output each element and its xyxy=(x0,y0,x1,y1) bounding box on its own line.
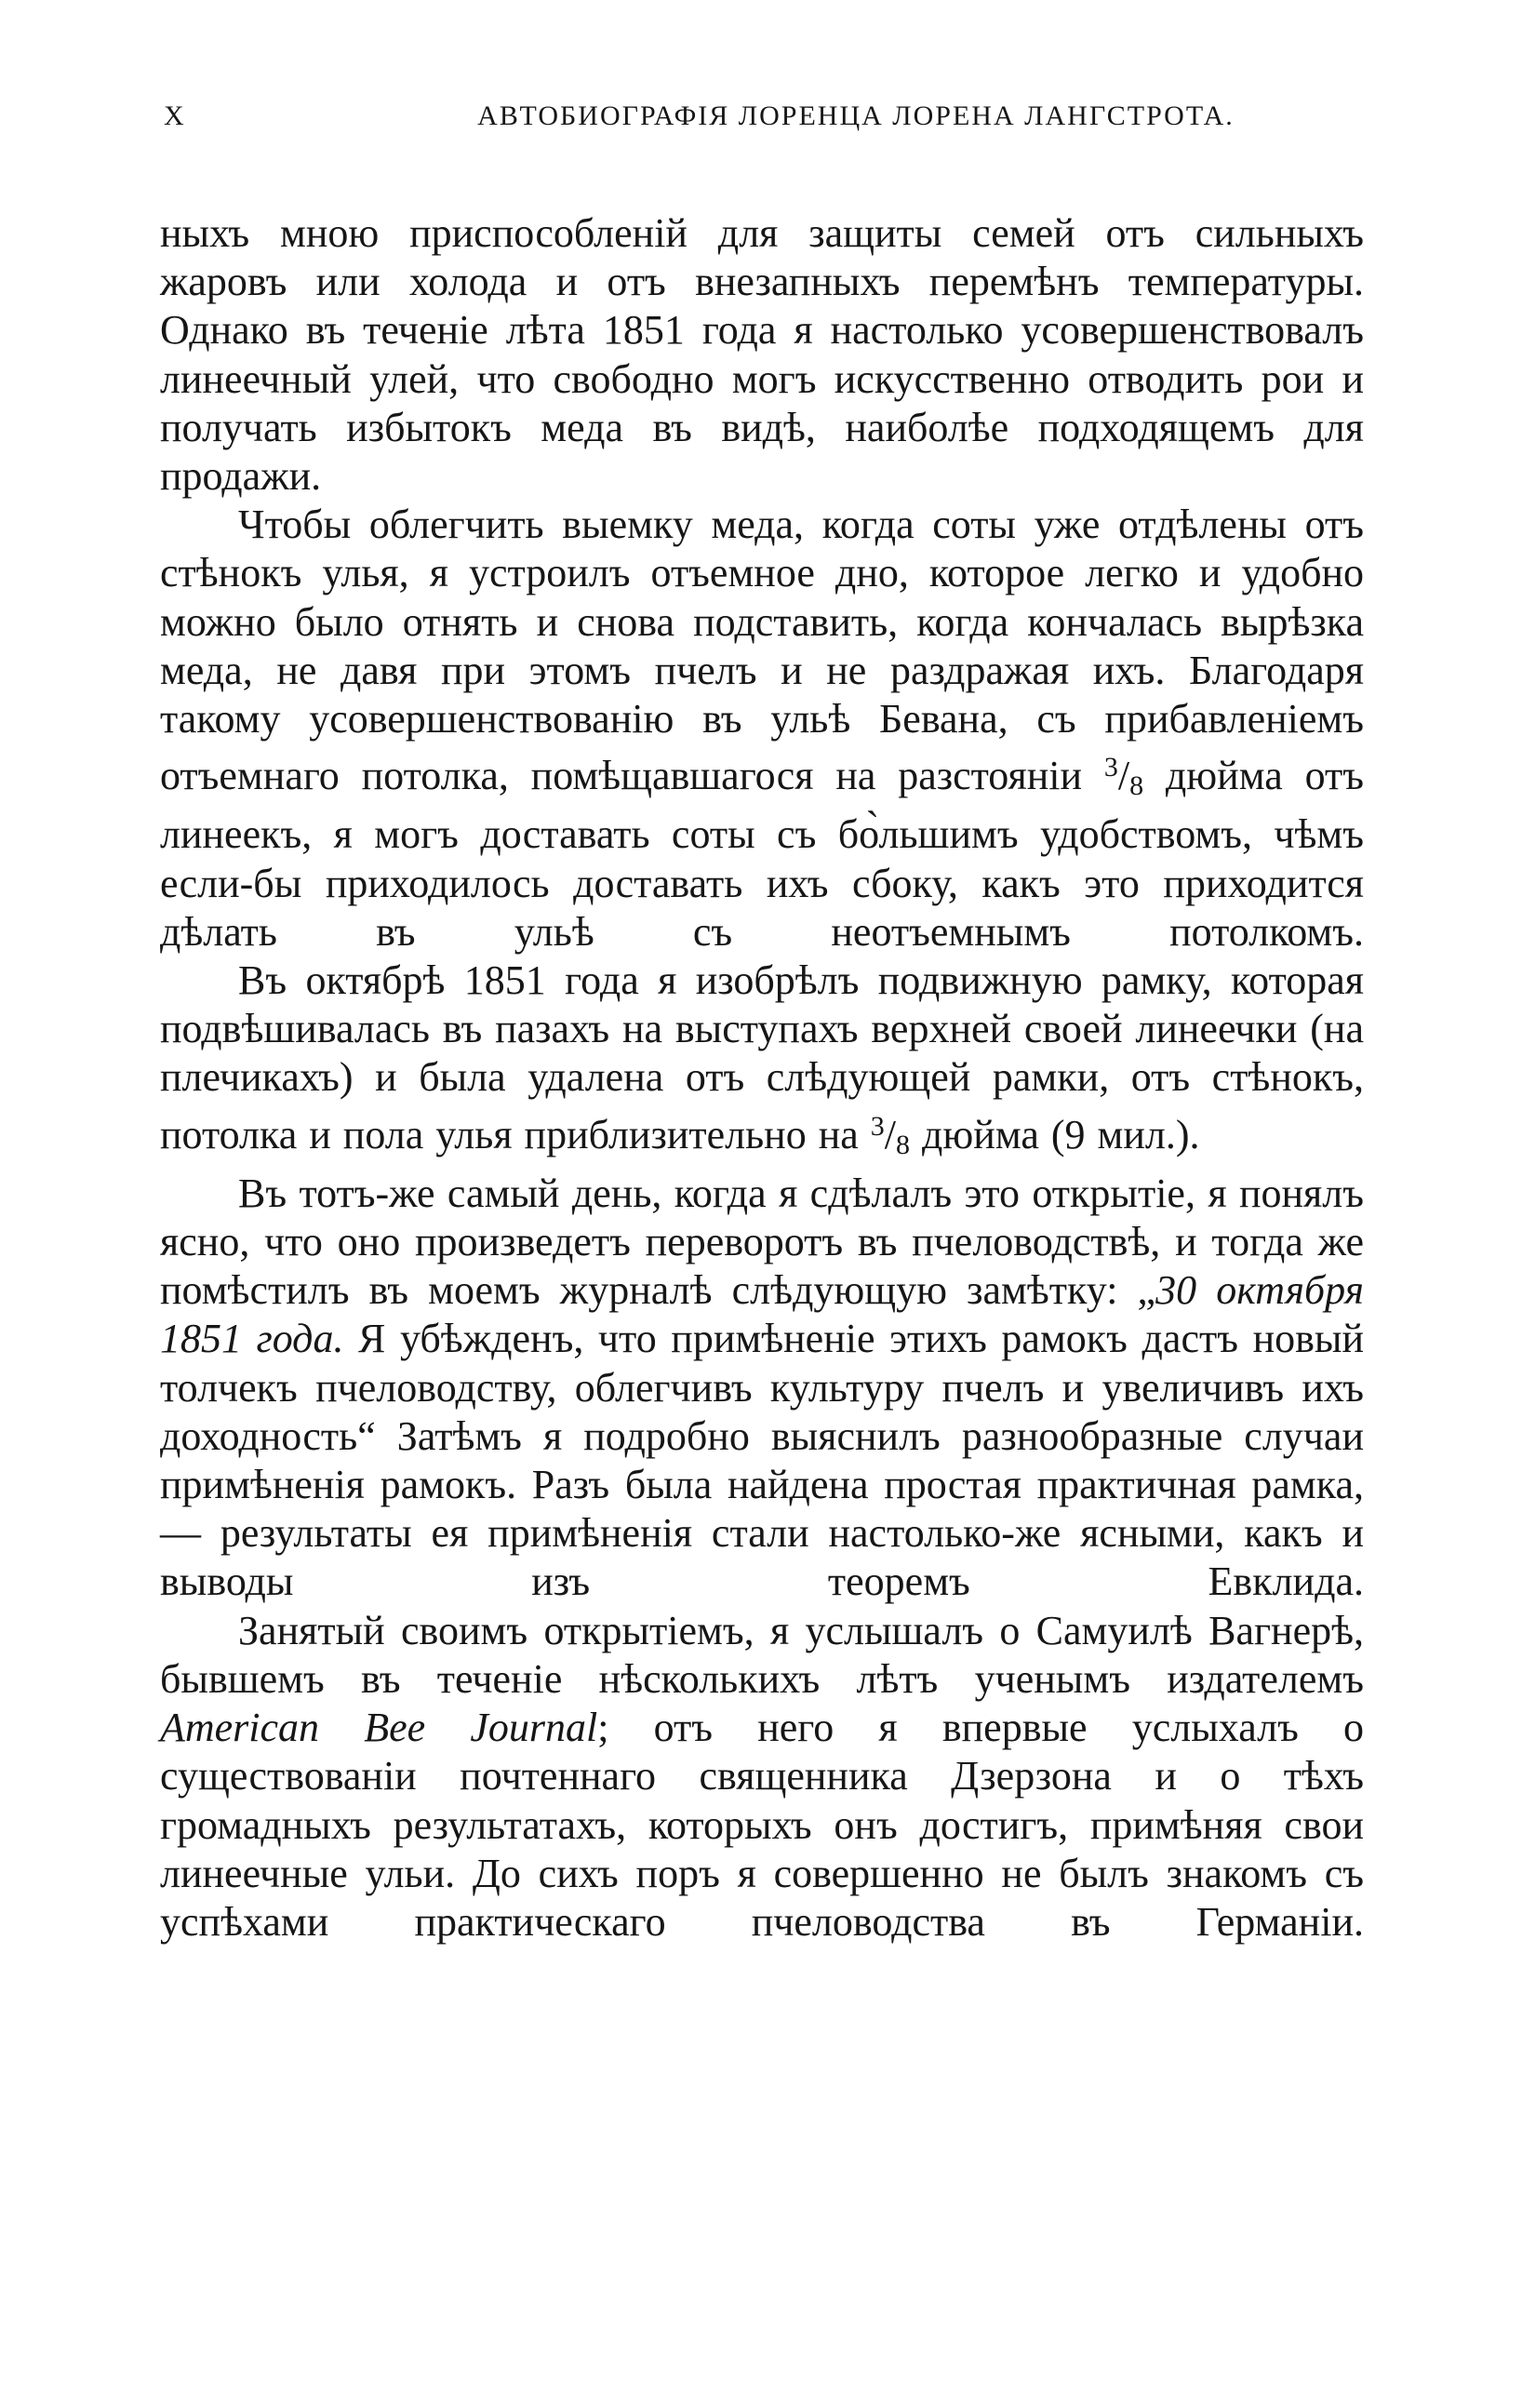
fraction-slash: / xyxy=(1117,753,1130,799)
fraction xyxy=(1103,752,1144,802)
paragraph-text: ; отъ него я впервые услыхалъ о существованіи почтеннаго священника Дзерзона и о тѣхъ громадныхъ результатахъ, которыхъ онъ достигъ, примѣняя свои линеечные ульи. До сихъ поръ я совершенно не былъ знакомъ съ успѣхами практическаго пчеловодства въ Германіи. xyxy=(160,1705,1365,1945)
paragraph-text: Чтобы облегчить выемку меда, когда соты уже отдѣлены отъ стѣнокъ улья, я устроилъ отъемное дно, которое легко и удобно можно было отнять и снова подставить, когда кончалась вырѣзка меда, не давя при этомъ пчелъ и не раздражая ихъ. Благодаря такому усовершенствованію въ ульѣ Бевана, съ прибавленіемъ отъемнаго потолка, помѣщавшагося на разстояніи xyxy=(160,502,1364,799)
page-number: X xyxy=(164,100,186,131)
paragraph-text: Я убѣжденъ, что примѣненіе этихъ рамокъ дастъ новый толчекъ пчеловодству, облегчивъ культуру пчелъ и увеличивъ ихъ доходность“ Затѣмъ я подробно выяснилъ разнообразные случаи примѣненія рамокъ. Разъ была найдена простая практичная рамка,— результаты ея примѣненія стали настолько-же ясными, какъ и выводы изъ теоремъ Евклида. xyxy=(160,1316,1364,1605)
running-title: АВТОБИОГРАФІЯ ЛОРЕНЦА ЛОРЕНА ЛАНГСТРОТА. xyxy=(477,100,1235,131)
paragraph-text: дюйма отъ линеекъ, я могъ доставать соты съ бо̀льшимъ удобствомъ, чѣмъ если-бы приходилось доставать ихъ сбоку, какъ это приходится дѣлать въ ульѣ съ неотъемнымъ потолкомъ. xyxy=(160,753,1364,955)
paragraph xyxy=(160,501,1364,957)
paragraph xyxy=(160,1607,1364,1946)
fraction-numerator: 3 xyxy=(870,1110,885,1142)
fraction xyxy=(870,1110,911,1160)
italic-text: 30 октября 1851 года. xyxy=(160,1267,1364,1362)
paragraph-text: дюйма (9 мил.). xyxy=(910,1111,1200,1157)
paragraph-text: Въ тотъ-же самый день, когда я сдѣлалъ это открытіе, я понялъ ясно, что оно произведетъ переворотъ въ пчеловодствѣ, и тогда же помѣстилъ въ моемъ журналѣ слѣдующую замѣтку: „ xyxy=(160,1170,1364,1314)
paragraph xyxy=(160,957,1364,1170)
italic-text: American Bee Journal xyxy=(160,1705,598,1751)
fraction-numerator: 3 xyxy=(1103,752,1118,783)
fraction-denominator: 8 xyxy=(896,1129,911,1160)
fraction-slash: / xyxy=(884,1111,897,1157)
paragraph xyxy=(160,1170,1364,1607)
body-text xyxy=(160,209,1364,1946)
paragraph-text: Въ октябрѣ 1851 года я изобрѣлъ подвижную рамку, которая подвѣшивалась въ пазахъ на выступахъ верхней своей линеечки (на плечикахъ) и была удалена отъ слѣдующей рамки, отъ стѣнокъ, потолка и пола улья приблизительно на xyxy=(160,957,1364,1157)
paragraph-text: Занятый своимъ открытіемъ, я услышалъ о Самуилѣ Вагнерѣ, бывшемъ въ теченіе нѣсколькихъ лѣтъ ученымъ издателемъ xyxy=(160,1607,1364,1702)
fraction-denominator: 8 xyxy=(1129,770,1144,802)
paragraph-text: ныхъ мною приспособленій для защиты семей отъ сильныхъ жаровъ или холода и отъ внезапныхъ перемѣнъ температуры. Однако въ теченіе лѣта 1851 года я настолько усовершенствовалъ линеечный улей, что свободно могъ искусственно отводить рои и получать избытокъ меда въ видѣ, наиболѣе подходящемъ для продажи. xyxy=(160,210,1364,500)
paragraph xyxy=(160,209,1364,501)
running-head xyxy=(164,100,1362,143)
